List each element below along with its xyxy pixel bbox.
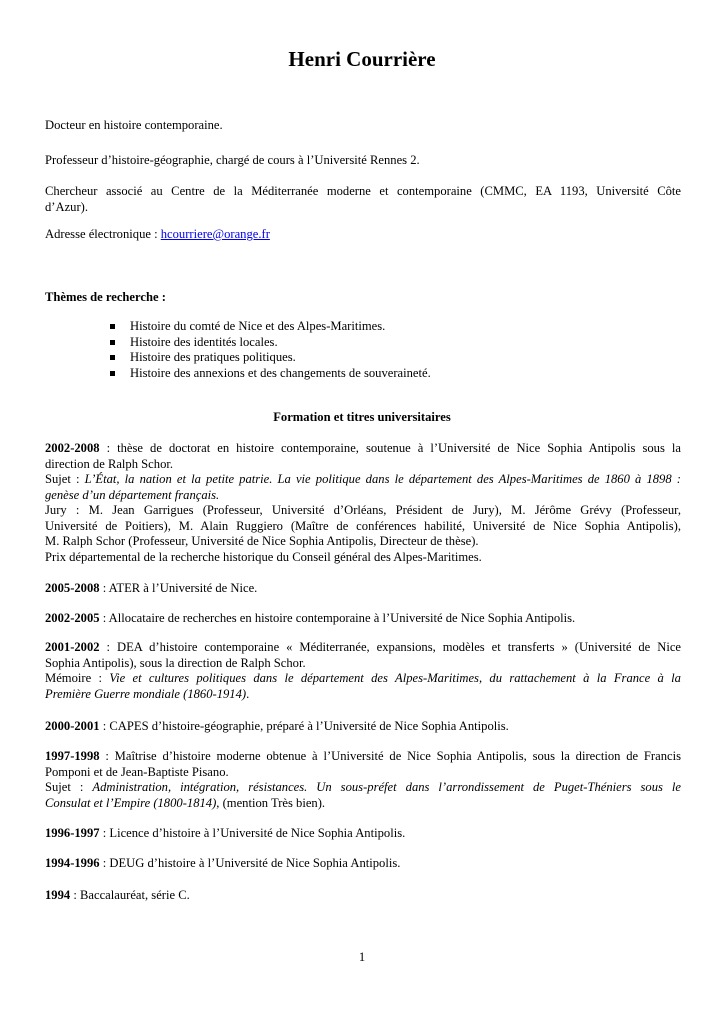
jury-line: Jury : M. Jean Garrigues (Professeur, Université d’Orléans, Président de Jury), M. Jérôme Grévy (Professeur, xyxy=(45,503,681,517)
affiliation-line-2: d’Azur). xyxy=(45,199,89,214)
memoire-title-cont: Première Guerre mondiale (1860-1914) xyxy=(45,686,247,701)
subject-label: Sujet : xyxy=(45,780,93,794)
entry-text: : Maîtrise d’histoire moderne obtenue à l’Université de Nice Sophia Antipolis, sous la direction de Francis xyxy=(99,749,681,763)
bullet-icon xyxy=(110,371,115,376)
list-item xyxy=(110,366,431,382)
bullet-icon xyxy=(110,355,115,360)
affiliation-line-1: Chercheur associé au Centre de la Méditerranée moderne et contemporaine (CMMC, EA 1193, Université Côte xyxy=(45,184,681,198)
entry-1996-1997 xyxy=(45,826,681,842)
entry-text: : DEUG d’histoire à l’Université de Nice Sophia Antipolis. xyxy=(99,856,401,870)
entry-2005-2008 xyxy=(45,581,681,597)
entry-2000-2001 xyxy=(45,719,681,735)
entry-text: : DEA d’histoire contemporaine « Méditerranée, expansions, modèles et transferts » (Université de Nice xyxy=(99,640,681,654)
entry-year: 2005-2008 xyxy=(45,581,100,595)
entry-2002-2005 xyxy=(45,611,681,627)
bullet-icon xyxy=(110,324,115,329)
entry-year: 1994-1996 xyxy=(45,856,100,870)
entry-line xyxy=(45,749,681,765)
themes-list xyxy=(110,319,431,381)
list-item xyxy=(110,350,431,366)
memoire-end: . xyxy=(246,686,250,701)
intro-position: Professeur d’histoire-géographie, chargé de cours à l’Université Rennes 2. xyxy=(45,153,420,167)
intro-research-affiliation xyxy=(45,184,681,215)
email-link[interactable]: hcourriere@orange.fr xyxy=(160,227,270,241)
subject-title-cont: Consulat et l’Empire (1800-1814) xyxy=(45,795,217,810)
subject-title: L’État, la nation et la petite patrie. La vie politique dans le département des Alpes-Maritimes de 1860 à 1898 : xyxy=(84,472,681,486)
list-item xyxy=(110,335,431,351)
entry-text: : CAPES d’histoire-géographie, préparé à l’Université de Nice Sophia Antipolis. xyxy=(99,719,509,733)
list-item-label: Histoire des annexions et des changements de souveraineté. xyxy=(130,365,431,380)
entry-line: Pomponi et de Jean-Baptiste Pisano. xyxy=(45,764,229,779)
jury-line: M. Ralph Schor (Professeur, Université de Nice Sophia Antipolis, Directeur de thèse). xyxy=(45,534,479,548)
entry-subject xyxy=(45,472,681,488)
entry-text: : Licence d’histoire à l’Université de Nice Sophia Antipolis. xyxy=(99,826,406,840)
entry-1994 xyxy=(45,888,681,904)
page-number: 1 xyxy=(358,950,366,964)
page-title: Henri Courrière xyxy=(288,47,436,71)
entry-line xyxy=(45,441,681,457)
list-item-label: Histoire du comté de Nice et des Alpes-Maritimes. xyxy=(130,319,386,333)
subject-title-cont: genèse d’un département français. xyxy=(45,487,220,502)
entry-text: : Allocataire de recherches en histoire contemporaine à l’Université de Nice Sophia Antipolis. xyxy=(99,611,576,625)
email-label: Adresse électronique : xyxy=(45,227,161,241)
entry-year: 1997-1998 xyxy=(45,749,100,763)
entry-year: 1996-1997 xyxy=(45,826,100,840)
entry-2001-2002 xyxy=(45,640,681,702)
themes-heading: Thèmes de recherche : xyxy=(45,290,166,304)
formation-heading: Formation et titres universitaires xyxy=(273,410,451,424)
bullet-icon xyxy=(110,340,115,345)
jury-line: Université de Poitiers), M. Alain Ruggiero (Maître de conférences habilité, Université de Nice Sophia Antipolis), xyxy=(45,518,681,533)
entry-1997-1998 xyxy=(45,749,681,811)
entry-year: 1994 xyxy=(45,888,71,902)
entry-subject xyxy=(45,780,681,796)
entry-memoire-cont xyxy=(45,687,681,703)
intro-degree: Docteur en histoire contemporaine. xyxy=(45,118,223,132)
intro-email xyxy=(45,227,681,243)
subject-title: Administration, intégration, résistances. Un sous-préfet dans l’arrondissement de Puget-Théniers sous le xyxy=(92,780,681,794)
list-item xyxy=(110,319,431,335)
memoire-title: Vie et cultures politiques dans le département des Alpes-Maritimes, du rattachement à la France à la xyxy=(109,671,681,685)
subject-end: , (mention Très bien). xyxy=(216,795,326,810)
entry-year: 2001-2002 xyxy=(45,640,100,654)
entry-year: 2002-2005 xyxy=(45,611,100,625)
entry-line xyxy=(45,640,681,656)
entry-line: Sophia Antipolis), sous la direction de Ralph Schor. xyxy=(45,655,306,670)
entry-subject-cont xyxy=(45,796,681,812)
list-item-label: Histoire des identités locales. xyxy=(130,334,278,349)
entry-1994-1996 xyxy=(45,856,681,872)
entry-memoire xyxy=(45,671,681,687)
entry-line: direction de Ralph Schor. xyxy=(45,456,174,471)
entry-year: 2000-2001 xyxy=(45,719,100,733)
award-line: Prix départemental de la recherche historique du Conseil général des Alpes-Maritimes. xyxy=(45,549,482,564)
entry-year: 2002-2008 xyxy=(45,441,100,455)
memoire-label: Mémoire : xyxy=(45,671,110,685)
entry-2002-2008 xyxy=(45,441,681,565)
entry-text: : thèse de doctorat en histoire contemporaine, soutenue à l’Université de Nice Sophia Antipolis sous la xyxy=(99,441,681,455)
subject-label: Sujet : xyxy=(45,472,85,486)
entry-text: : Baccalauréat, série C. xyxy=(70,888,190,902)
list-item-label: Histoire des pratiques politiques. xyxy=(130,350,296,364)
entry-text: : ATER à l’Université de Nice. xyxy=(99,581,258,595)
